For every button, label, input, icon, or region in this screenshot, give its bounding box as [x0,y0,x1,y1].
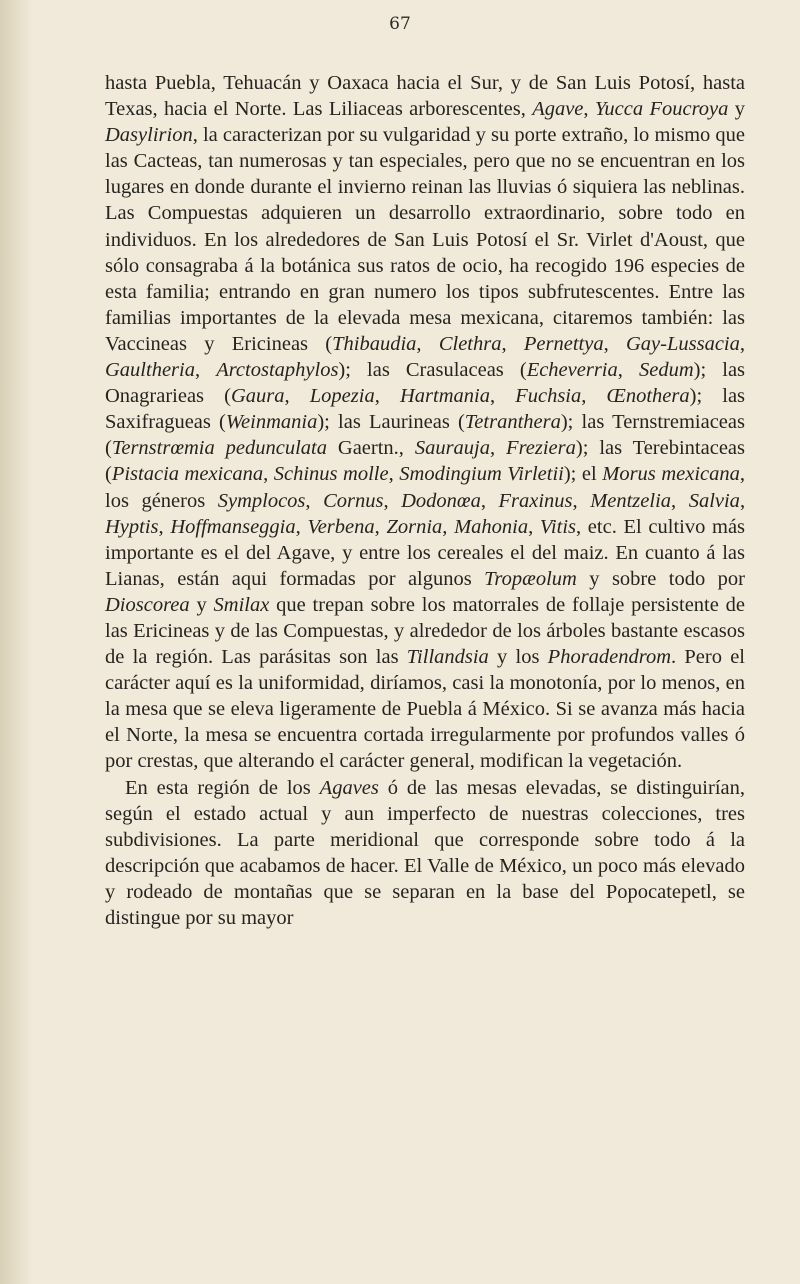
body-text [105,70,745,931]
page-number: 67 [389,14,411,34]
page-binding-edge [0,0,34,1284]
paragraph-1: hasta Puebla, Tehuacán y Oaxaca hacia el Sur, y de San Luis Potosí, hasta Texas, hacia el Norte. Las Liliaceas arborescentes, Agave, Yucca Foucroya y Dasylirion, la caracterizan por su vulgaridad y su porte extraño, lo mismo que las Cacteas, tan numerosas y tan especiales, pero que no se encuentran en los lugares en donde durante el invierno reinan las lluvias ó siquiera las neblinas. Las Compuestas adquieren un desarrollo extraordinario, sobre todo en individuos. En los alrededores de San Luis Potosí el Sr. Virlet d'Aoust, que sólo consagraba á la botánica sus ratos de ocio, ha recogido 196 especies de esta familia; entrando en gran numero los tipos subfrutescentes. Entre las familias importantes de la elevada mesa mexicana, citaremos también: las Vaccineas y Ericineas (Thibaudia, Clethra, Pernettya, Gay-Lussacia, Gaultheria, Arctostaphylos); las Crasulaceas (Echeverria, Sedum); las Onagrarieas (Gaura, Lopezia, Hartmania, Fuchsia, Œnothera); las Saxifragueas (Weinmania); las Laurineas (Tetranthera); las Ternstremiaceas (Ternstrœmia pedunculata Gaertn., Saurauja, Freziera); las Terebintaceas (Pistacia mexicana, Schinus molle, Smodingium Virletii); el Morus mexicana, los géneros Symplocos, Cornus, Dodonœa, Fraxinus, Mentzelia, Salvia, Hyptis, Hoffmanseggia, Verbena, Zornia, Mahonia, Vitis, etc. El cultivo más importante es el del Agave, y entre los cereales el del maiz. En cuanto á las Lianas, están aqui formadas por algunos Tropæolum y sobre todo por Dioscorea y Smilax que trepan sobre los matorrales de follaje persistente de las Ericineas y de las Compuestas, y alrededor de los árboles bastante escasos de la región. Las parásitas son las Tillandsia y los Phoradendrom. Pero el carácter aquí es la uniformidad, diríamos, casi la monotonía, por lo menos, en la mesa que se eleva ligeramente de Puebla á México. Si se avanza más hacia el Norte, la mesa se encuentra cortada irregularmente por profundos valles ó por crestas, que alterando el carácter general, modifican la vegetación. [105,72,746,773]
paragraph-2: En esta región de los Agaves ó de las mesas elevadas, se distinguirían, según el estado actual y aun imperfecto de nuestras colecciones, tres subdivisiones. La parte meridional que corresponde sobre todo á la descripción que acabamos de hacer. El Valle de México, un poco más elevado y rodeado de montañas que se separan en la base del Popocatepetl, se distingue por su mayor [105,776,745,929]
